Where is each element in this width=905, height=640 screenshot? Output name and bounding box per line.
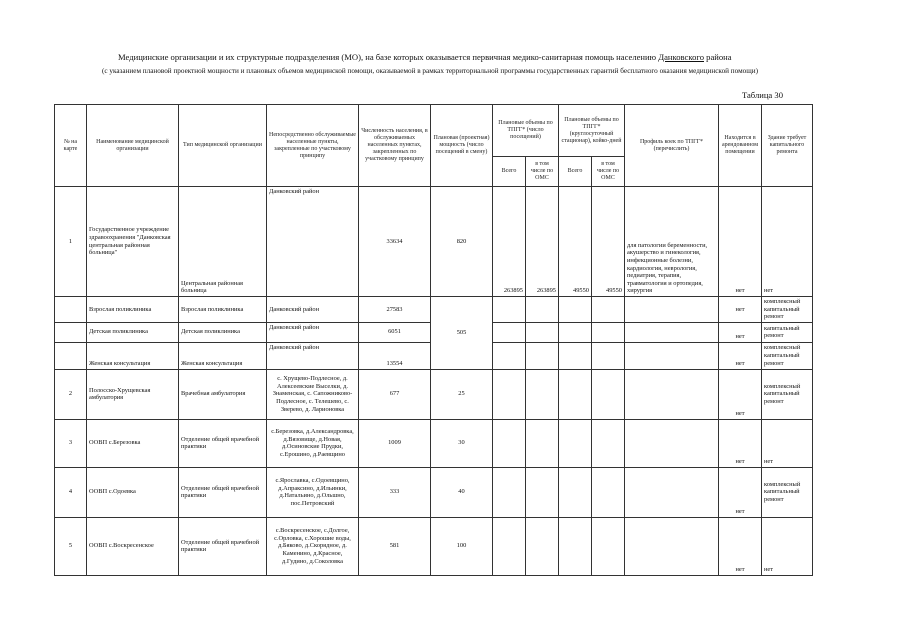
table-row [55,517,813,575]
row-needs-repair: комплексный капитальный ремонт [762,342,813,369]
row-needs-repair: нет [762,187,813,297]
row-no: 5 [55,517,87,575]
title-prefix: Медицинские организации и их структурные подразделения (МО), на базе которых оказывается первичная медико-санитарная помощь населению [118,52,657,62]
row-name: Государственное учреждение здравоохранения "Данковская центральная районная больница" [87,187,179,297]
table-row [55,369,813,419]
row-needs-repair: нет [762,517,813,575]
row-name: Женская консультация [87,342,179,369]
row-population: 33634 [359,187,431,297]
row-type: Детская поликлиника [179,322,267,342]
row-day-total [559,342,592,369]
row-no: 1 [55,187,87,297]
row-amb-total: 263895 [493,187,526,297]
row-capacity: 25 [431,369,493,419]
row-type: Отделение общей врачебной практики [179,517,267,575]
row-population: 581 [359,517,431,575]
header-day-oms: в том числе по ОМС [592,157,625,187]
row-name: Детская поликлиника [87,322,179,342]
row-profile [625,419,719,467]
row-type: Отделение общей врачебной практики [179,419,267,467]
header-amb-oms: в том числе по ОМС [526,157,559,187]
row-capacity-shared: 505 [431,297,493,370]
row-day-total [559,369,592,419]
row-profile: для патологии беременности, акушерство и гинекология, инфекционные болезни, кардиология, неврология, педиатрия, терапия, травматология и ортопедия, хирургия [625,187,719,297]
row-amb-total [493,369,526,419]
row-capacity: 100 [431,517,493,575]
header-needs-repair: Здание требует капитального ремонта [762,105,813,187]
row-day-oms [592,322,625,342]
row-amb-total [493,342,526,369]
row-name: ООВП с.Одоевка [87,467,179,517]
header-profile: Профиль коек по ТПГГ* (перечислить) [625,105,719,187]
row-type: Врачебная амбулатория [179,369,267,419]
header-day-total: Всего [559,157,592,187]
row-rented: нет [719,322,762,342]
row-served-points: Данковский район [267,187,359,297]
table-number: Таблица 30 [741,90,783,100]
row-population: 13554 [359,342,431,369]
row-rented: нет [719,369,762,419]
row-population: 6051 [359,322,431,342]
row-served-points: с.Березовка, д.Александровка, д.Вязовище, д.Новая, д.Осиновские Прудки, с.Ерошино, д.Раевщино [267,419,359,467]
row-day-total [559,467,592,517]
medical-organizations-table [54,104,813,576]
header-volume-ambulatory: Плановые объемы по ТПГГ* (число посещений) [493,105,559,157]
row-capacity: 30 [431,419,493,467]
row-day-oms [592,467,625,517]
row-amb-oms: 263895 [526,187,559,297]
row-population: 27583 [359,297,431,323]
row-amb-oms [526,419,559,467]
row-no: 3 [55,419,87,467]
row-rented: нет [719,187,762,297]
row-type: Взрослая поликлиника [179,297,267,323]
row-profile [625,369,719,419]
row-needs-repair: комплексный капитальный ремонт [762,369,813,419]
row-needs-repair: нет [762,419,813,467]
row-profile [625,342,719,369]
row-day-oms [592,419,625,467]
row-day-total [559,419,592,467]
row-amb-oms [526,297,559,323]
row-needs-repair: комплексный капитальный ремонт [762,297,813,323]
row-type: Отделение общей врачебной практики [179,467,267,517]
header-type: Тип медицинской организации [179,105,267,187]
row-type: Центральная районная больница [179,187,267,297]
header-capacity: Плановая (проектная) мощность (число посещений в смену) [431,105,493,187]
row-amb-oms [526,342,559,369]
row-capacity: 820 [431,187,493,297]
row-day-total [559,322,592,342]
row-needs-repair: капитальный ремонт [762,322,813,342]
table-row [55,419,813,467]
row-rented: нет [719,467,762,517]
row-day-oms [592,342,625,369]
row-capacity: 40 [431,467,493,517]
title-suffix: района [706,52,732,62]
row-population: 677 [359,369,431,419]
document-subtitle: (с указанием плановой проектной мощности и плановых объемов медицинской помощи, оказываемой в рамках территориальной программы государственных гарантий бесплатного оказания медицинской помощи) [102,67,759,75]
row-served-points: Данковский район [267,342,359,369]
row-day-total [559,297,592,323]
row-rented: нет [719,517,762,575]
row-day-oms [592,297,625,323]
row-rented: нет [719,419,762,467]
row-population: 333 [359,467,431,517]
row-amb-oms [526,517,559,575]
row-served-points: Данковский район [267,297,359,323]
row-day-total [559,517,592,575]
row-amb-total [493,517,526,575]
header-rented: Находится в арендованном помещении [719,105,762,187]
title-district: Данковского [658,52,704,62]
row-served-points: с.Ярославка, с.Одоевщино, д.Апраксино, д.Ильинки, д.Натальино, д.Ольшно, пос.Петровский [267,467,359,517]
document-title [118,52,798,63]
row-day-oms [592,369,625,419]
row-day-oms: 49550 [592,187,625,297]
row-served-points: Данковский район [267,322,359,342]
row-no: 4 [55,467,87,517]
row-day-total: 49550 [559,187,592,297]
row-amb-oms [526,369,559,419]
row-name: Полосско-Хрущевская амбулатория [87,369,179,419]
header-amb-total: Всего [493,157,526,187]
row-amb-total [493,467,526,517]
row-served-points: с. Хрущево-Подлесное, д. Алексеевские Выселки, д. Знаменская, с. Сапожниково-Подлесное, с. Телешево, с. Зверево, д. Ларионовка [267,369,359,419]
table-row [55,297,813,323]
row-amb-total [493,297,526,323]
row-rented: нет [719,342,762,369]
row-day-oms [592,517,625,575]
row-name: ООВП с.Березовка [87,419,179,467]
row-no [55,322,87,342]
row-amb-total [493,322,526,342]
row-profile [625,322,719,342]
header-served-points: Непосредственно обслуживаемые населенные пункты, закрепленные по участковому принципу [267,105,359,187]
row-needs-repair: комплексный капитальный ремонт [762,467,813,517]
row-amb-total [493,419,526,467]
row-profile [625,297,719,323]
header-volume-daystay: Плановые объемы по ТПГГ* (круглосуточный стационар), койко-дней [559,105,625,157]
row-name: ООВП с.Воскресенское [87,517,179,575]
row-no [55,297,87,323]
header-name: Наименование медицинской организации [87,105,179,187]
row-profile [625,517,719,575]
row-no: 2 [55,369,87,419]
row-population: 1009 [359,419,431,467]
row-name: Взрослая поликлиника [87,297,179,323]
row-rented: нет [719,297,762,323]
row-type: Женская консультация [179,342,267,369]
row-profile [625,467,719,517]
header-no: № на карте [55,105,87,187]
row-amb-oms [526,467,559,517]
table-row [55,187,813,297]
row-amb-oms [526,322,559,342]
row-served-points: с.Воскресенское, с.Долгое, с.Орловка, с.Хорошие воды, д.Бяково, д.Скорядное, д. Каменино, д.Красное, д.Гудино, д.Соколовка [267,517,359,575]
row-no [55,342,87,369]
header-population: Численность населения, в обслуживаемых населенных пунктах, закрепленных по участковому принципу [359,105,431,187]
table-row [55,467,813,517]
